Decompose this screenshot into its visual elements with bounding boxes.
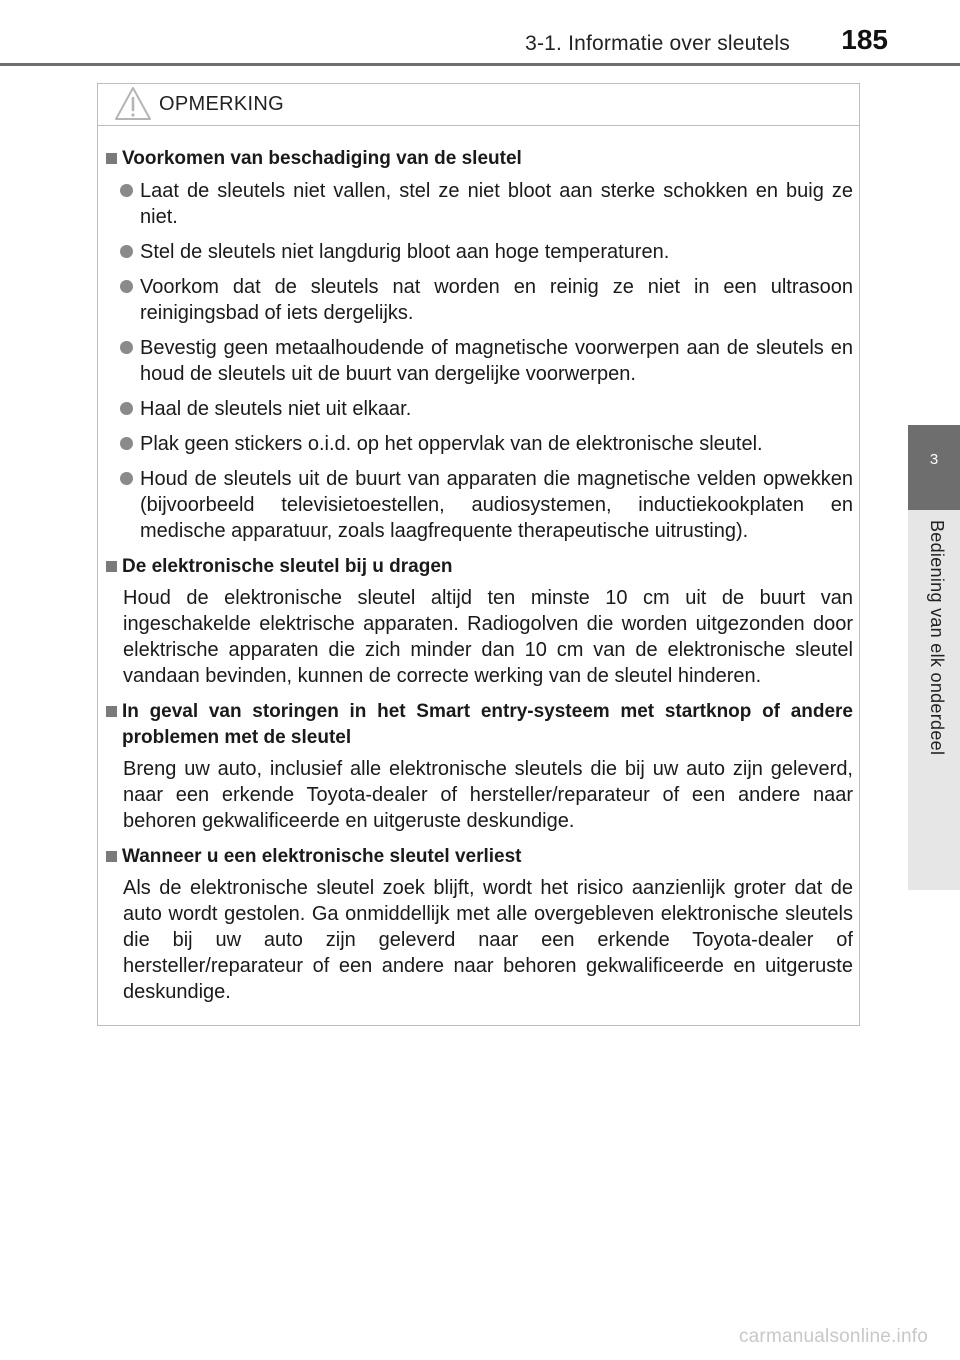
chapter-tab bbox=[908, 425, 960, 510]
square-bullet-icon bbox=[106, 153, 117, 164]
section-title: 3-1. Informatie over sleutels bbox=[525, 32, 790, 55]
list-item: Laat de sleutels niet vallen, stel ze niet bloot aan sterke schokken en buig ze niet. bbox=[120, 178, 853, 230]
warning-triangle-icon bbox=[114, 86, 152, 127]
square-bullet-icon bbox=[106, 706, 117, 717]
list-item: Haal de sleutels niet uit elkaar. bbox=[120, 396, 853, 422]
note-title: OPMERKING bbox=[159, 93, 284, 115]
section-paragraph: Als de elektronische sleutel zoek blijft, wordt het risico aanzienlijk groter dat de auto wordt gestolen. Ga onmiddellijk met alle overgebleven elektronische sleutels die bij uw auto zijn geleverd naar een erkende Toyota-dealer of hersteller/reparateur of een andere naar behoren gekwalificeerde en uitgeruste deskundige. bbox=[123, 877, 853, 1003]
page-number: 185 bbox=[841, 24, 888, 55]
site-watermark: carmanualsonline.info bbox=[738, 1326, 928, 1347]
list-item: Stel de sleutels niet langdurig bloot aan hoge temperaturen. bbox=[120, 239, 853, 265]
round-bullet-icon bbox=[120, 280, 133, 293]
list-item: Plak geen stickers o.i.d. op het oppervlak van de elektronische sleutel. bbox=[120, 431, 853, 457]
header-divider bbox=[0, 63, 960, 66]
square-bullet-icon bbox=[106, 851, 117, 862]
round-bullet-icon bbox=[120, 341, 133, 354]
chapter-label: Bediening van elk onderdeel bbox=[927, 520, 947, 756]
round-bullet-icon bbox=[120, 437, 133, 450]
note-box bbox=[97, 83, 860, 1026]
chapter-number: 3 bbox=[929, 451, 939, 468]
list-item: Houd de sleutels uit de buurt van apparaten die magnetische velden opwekken (bijvoorbeeld televisietoestellen, audiosystemen, inductiekookplaten en medische apparatuur, zoals laagfrequente therapeutische uitrusting). bbox=[120, 466, 853, 544]
square-bullet-icon bbox=[106, 561, 117, 572]
section-heading: Wanneer u een elektronische sleutel verliest bbox=[106, 844, 853, 870]
round-bullet-icon bbox=[120, 245, 133, 258]
section-heading: Voorkomen van beschadiging van de sleutel bbox=[106, 146, 853, 172]
round-bullet-icon bbox=[120, 472, 133, 485]
section-paragraph: Breng uw auto, inclusief alle elektronische sleutels die bij uw auto zijn geleverd, naar een erkende Toyota-dealer of hersteller/reparateur of een andere naar behoren gekwalificeerde en uitgeruste deskundige. bbox=[123, 758, 853, 832]
round-bullet-icon bbox=[120, 184, 133, 197]
section-paragraph: Houd de elektronische sleutel altijd ten minste 10 cm uit de buurt van ingeschakelde elektrische apparaten. Radiogolven die worden uitgezonden door elektrische apparaten die zich minder dan 10 cm van de elektronische sleutel vandaan bevinden, kunnen de correcte werking van de sleutel hinderen. bbox=[123, 587, 853, 687]
list-item: Bevestig geen metaalhoudende of magnetische voorwerpen aan de sleutels en houd de sleutels uit de buurt van dergelijke voorwerpen. bbox=[120, 335, 853, 387]
note-header bbox=[98, 84, 859, 126]
note-content bbox=[98, 126, 861, 1005]
page-header bbox=[0, 0, 960, 64]
list-item: Voorkom dat de sleutels nat worden en reinig ze niet in een ultrasoon reinigingsbad of iets dergelijks. bbox=[120, 274, 853, 326]
section-heading: De elektronische sleutel bij u dragen bbox=[106, 554, 853, 580]
round-bullet-icon bbox=[120, 402, 133, 415]
section-heading: In geval van storingen in het Smart entry-systeem met startknop of andere problemen met de sleutel bbox=[106, 699, 853, 751]
